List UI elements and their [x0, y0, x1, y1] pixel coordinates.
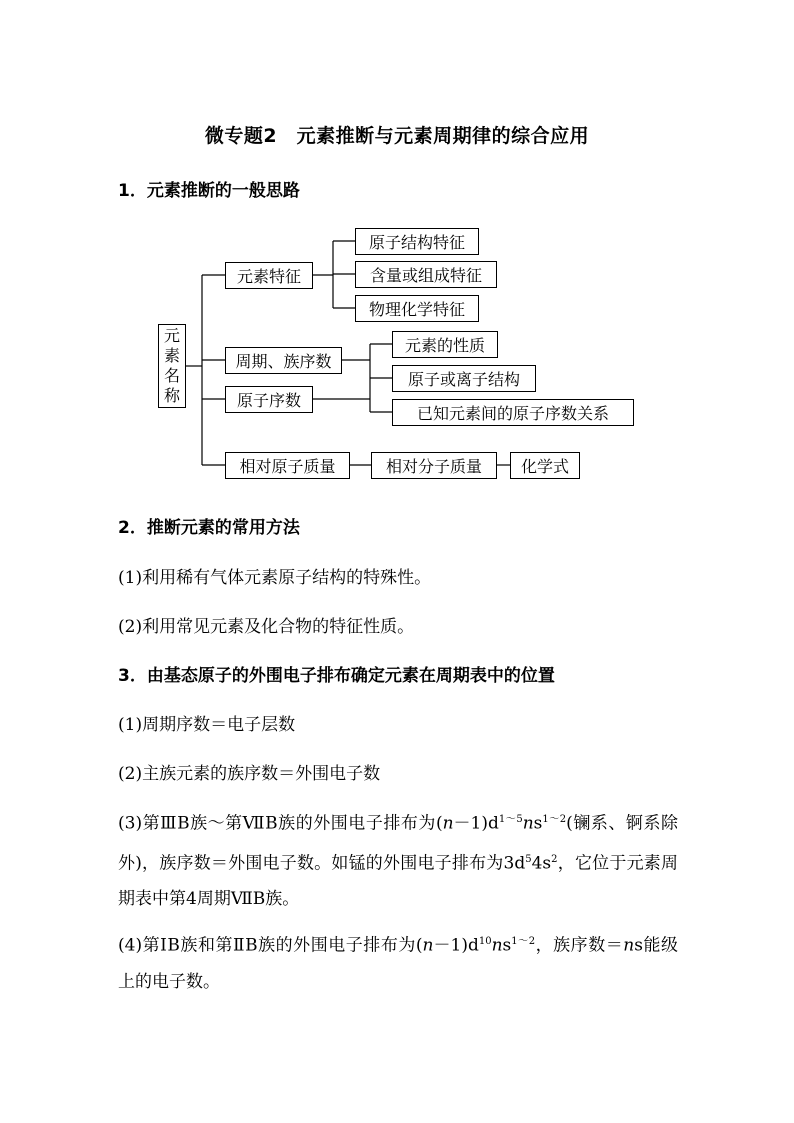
- section2-heading: 2．推断元素的常用方法: [118, 518, 300, 538]
- node-physchem: 物理化学特征: [355, 295, 479, 322]
- node-atom-ion-structure: 原子或离子结构: [392, 365, 536, 392]
- node-element-features: 元素特征: [225, 262, 313, 289]
- section1-heading: 1．元素推断的一般思路: [118, 181, 300, 201]
- node-period-group: 周期、族序数: [225, 347, 342, 374]
- section3-item2: (2)主族元素的族序数＝外围电子数: [118, 764, 381, 784]
- section2-item1: (1)利用稀有气体元素原子结构的特殊性。: [118, 568, 432, 588]
- section3-item3: (3)第ⅢB族～第ⅦB族的外围电子排布为$(n-1)d^{1\sim 5}ns^{1\sim 2}$(镧系、锕系除外)，族序数＝外围电子数。如锰的外围电子排布为$3d^54s^2$，它位于元素周期表中第4周期ⅦB族。: [118, 813, 678, 910]
- section3-item1: (1)周期序数＝电子层数: [118, 715, 296, 735]
- section2-item2: (2)利用常见元素及化合物的特征性质。: [118, 617, 415, 637]
- section3-heading: 3．由基态原子的外围电子排布确定元素在周期表中的位置: [118, 666, 555, 686]
- node-atomic-number: 原子序数: [225, 386, 313, 413]
- node-relative-atomic-mass: 相对原子质量: [225, 452, 350, 479]
- root-char: 称: [163, 386, 180, 405]
- section3-item4: (4)第ⅠB族和第ⅡB族的外围电子排布为$(n-1)d^{10}ns^{1\sim 2}$，族序数＝ns能级上的电子数。: [118, 935, 679, 992]
- node-known-relation: 已知元素间的原子序数关系: [392, 399, 634, 426]
- node-element-properties: 元素的性质: [392, 331, 498, 358]
- node-chemical-formula: 化学式: [510, 452, 580, 479]
- root-char: 素: [163, 346, 180, 365]
- node-relative-molecular-mass: 相对分子质量: [371, 452, 497, 479]
- node-content-composition: 含量或组成特征: [355, 261, 497, 288]
- root-char: 名: [163, 366, 180, 385]
- root-char: 元: [163, 326, 180, 345]
- node-atomic-structure: 原子结构特征: [355, 228, 479, 255]
- page-title: 微专题2 元素推断与元素周期律的综合应用: [204, 125, 590, 147]
- diagram-root-box: [158, 324, 186, 408]
